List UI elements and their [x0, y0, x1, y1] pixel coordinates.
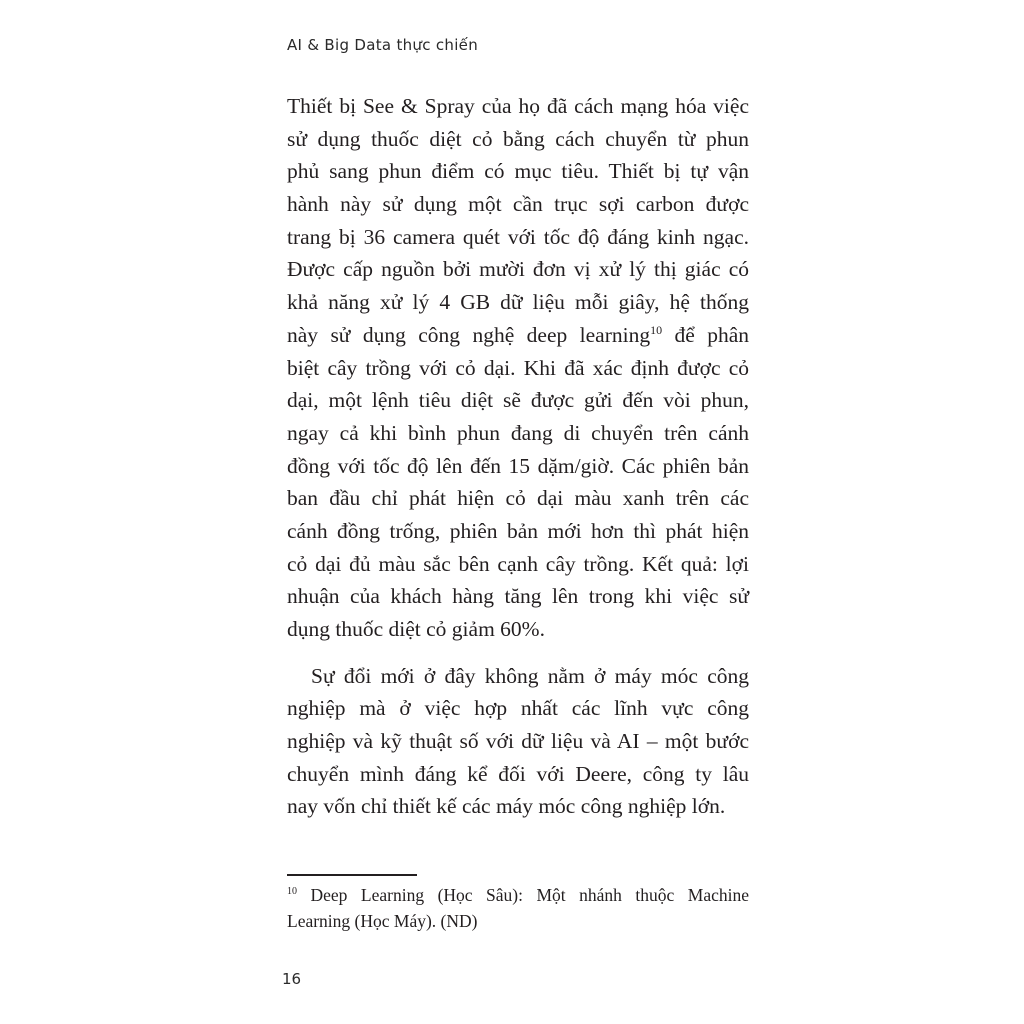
footnote-line [287, 882, 749, 908]
paragraph-2 [287, 660, 749, 823]
text-line: trang bị 36 camera quét với tốc độ đáng kinh ngạc. [287, 224, 749, 249]
paragraph-1 [287, 90, 749, 646]
line-fragment: này sử dụng công nghệ deep learning [287, 322, 651, 347]
text-line: chuyển mình đáng kể đối với Deere, công ty lâu [287, 761, 749, 786]
text-line: cỏ dại đủ màu sắc bên cạnh cây trồng. Kết quả: lợi [287, 551, 749, 576]
text-line: biệt cây trồng với cỏ dại. Khi đã xác định được cỏ [287, 355, 749, 380]
text-line: cánh đồng trống, phiên bản mới hơn thì phát hiện [287, 518, 749, 543]
text-line: dụng thuốc diệt cỏ giảm 60%. [287, 617, 545, 641]
text-line: nay vốn chỉ thiết kế các máy móc công nghiệp lớn. [287, 794, 726, 819]
text-line: Được cấp nguồn bởi mười đơn vị xử lý thị giác có [287, 257, 749, 282]
text-line: phủ sang phun điểm có mục tiêu. Thiết bị tự vận [287, 159, 749, 184]
text-line: dại, một lệnh tiêu diệt sẽ được gửi đến vòi phun, [287, 388, 749, 413]
text-line: nghiệp và kỹ thuật số với dữ liệu và AI – một bước [287, 729, 749, 754]
line-fragment: để phân [662, 322, 749, 347]
text-line: sử dụng thuốc diệt cỏ bằng cách chuyển từ phun [287, 126, 749, 151]
text-line: Thiết bị See & Spray của họ đã cách mạng hóa việc [287, 94, 749, 118]
text-line-with-footnote [287, 319, 749, 352]
footnote-divider [287, 874, 417, 876]
footnote [287, 882, 749, 934]
footnote-reference[interactable]: 10 [650, 322, 663, 337]
text-line: đồng với tốc độ lên đến 15 dặm/giờ. Các phiên bản [287, 453, 749, 478]
body-text [287, 90, 749, 823]
footnote-marker: 10 [287, 886, 297, 898]
footnote-line: Learning (Học Máy). (ND) [287, 911, 478, 931]
text-line: nghiệp mà ở việc hợp nhất các lĩnh vực công [287, 696, 749, 721]
text-line: khả năng xử lý 4 GB dữ liệu mỗi giây, hệ thống [287, 290, 749, 315]
page-number: 16 [282, 970, 302, 988]
running-header: AI & Big Data thực chiến [287, 36, 479, 54]
footnote-text: Deep Learning (Học Sâu): Một nhánh thuộc Machine [297, 885, 749, 905]
text-line: ngay cả khi bình phun đang di chuyển trên cánh [287, 420, 749, 445]
text-line: nhuận của khách hàng tăng lên trong khi việc sử [287, 584, 749, 609]
text-line: hành này sử dụng một cần trục sợi carbon được [287, 192, 749, 217]
paragraph-gap [287, 646, 749, 660]
text-line: ban đầu chỉ phát hiện cỏ dại màu xanh trên các [287, 486, 749, 511]
text-line: Sự đổi mới ở đây không nằm ở máy móc công [311, 663, 749, 688]
